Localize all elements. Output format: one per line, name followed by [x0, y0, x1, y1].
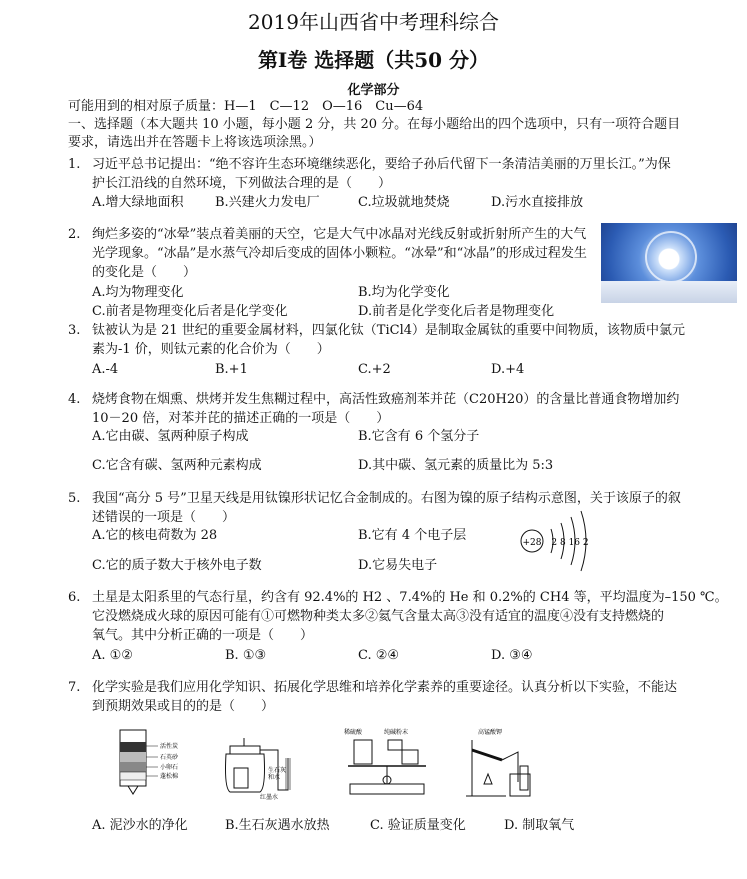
- option-c[interactable]: C.它的质子数大于核外电子数: [92, 558, 262, 573]
- option-b[interactable]: B.+1: [215, 362, 248, 377]
- lime-water-figure: [216, 728, 306, 800]
- question-text: 光学现象。“冰晶”是水蒸气冷却后变成的固体小颗粒。“冰晕”和“冰晶”的形成过程发生: [92, 246, 587, 261]
- balance-figure: [340, 726, 440, 800]
- question-text: 的变化是（ ）: [92, 265, 197, 280]
- question-text: 护长江沿线的自然环境，下列做法合理的是（ ）: [92, 176, 392, 191]
- label-dilute-acid: 稀硫酸: [344, 729, 363, 736]
- instructions-line-2: 要求，请选出并在答题卡上将该选项涂黑。）: [68, 135, 322, 150]
- question-text: 素为-1 价，则钛元素的化合价为（ ）: [92, 342, 330, 357]
- option-b[interactable]: B. ①③: [225, 648, 267, 663]
- question-number: 3.: [68, 323, 81, 338]
- question-number: 7.: [68, 680, 81, 695]
- option-d[interactable]: D.+4: [491, 362, 525, 377]
- question-text: 烧烤食物在烟熏、烘烤并发生焦糊过程中，高活性致癌剂苯并芘（C20H20）的含量比普通食物增加约: [92, 392, 680, 407]
- option-d[interactable]: D.它易失电子: [358, 558, 438, 573]
- label-cotton: 蓬松棉: [160, 773, 179, 780]
- question-text: 土星是太阳系里的气态行星，约含有 92.4%的 H2 、7.4%的 He 和 0.2%的 CH4 等，平均温度为–150 ℃。: [92, 590, 728, 605]
- ice-halo-photo: [601, 223, 737, 303]
- question-text: 它没燃烧成火球的原因可能有①可燃物种类太多②氦气含量太高③没有适宜的温度④没有支持燃烧的: [92, 609, 665, 624]
- option-d[interactable]: D. ③④: [491, 648, 533, 663]
- atomic-masses: 可能用到的相对原子质量：H—1 C—12 O—16 Cu—64: [68, 99, 424, 114]
- question-text: 我国“高分 5 号”卫星天线是用钛镍形状记忆合金制成的。右图为镍的原子结构示意图，关于该原子的叙: [92, 491, 681, 506]
- option-a[interactable]: A.增大绿地面积: [92, 195, 184, 210]
- label-red-ink: 红墨水: [260, 794, 279, 800]
- label-pebbles: 小卵石: [160, 764, 179, 771]
- label-potassium-permanganate: 高锰酸钾: [478, 729, 503, 736]
- option-c[interactable]: C.垃圾就地焚烧: [358, 195, 450, 210]
- question-text: 10－20 倍，对苯并芘的描述正确的一项是（ ）: [92, 411, 390, 426]
- option-a[interactable]: A.-4: [92, 362, 119, 377]
- electron-shells: 2 8 16 2: [551, 538, 589, 548]
- option-a[interactable]: A.均为物理变化: [92, 285, 184, 300]
- option-a[interactable]: A.它由碳、氢两种原子构成: [92, 429, 249, 444]
- label-quicklime: 生石灰: [268, 767, 287, 774]
- question-text: 钛被认为是 21 世纪的重要金属材料，四氯化钛（TiCl4）是制取金属钛的重要中间物质，该物质中氯元: [92, 323, 686, 338]
- exam-title: 2019年山西省中考理科综合: [248, 10, 499, 34]
- question-text: 化学实验是我们应用化学知识、拓展化学思维和培养化学素养的重要途径。认真分析以下实验，不能达: [92, 680, 678, 695]
- option-c[interactable]: C.+2: [358, 362, 391, 377]
- label-activated-carbon: 活性炭: [160, 743, 179, 750]
- option-b[interactable]: B.兴建火力发电厂: [215, 195, 320, 210]
- instructions-line-1: 一、选择题（本大题共 10 小题，每小题 2 分，共 20 分。在每小题给出的四个选项中，只有一项符合题目: [68, 117, 681, 132]
- option-b[interactable]: B.它有 4 个电子层: [358, 528, 467, 543]
- question-number: 5.: [68, 491, 81, 506]
- section-title: 化学部分: [347, 83, 400, 98]
- option-c[interactable]: C.它含有碳、氢两种元素构成: [92, 458, 262, 473]
- question-text: 习近平总书记提出：“绝不容许生态环境继续恶化，要给子孙后代留下一条清洁美丽的万里长江。”为保: [92, 157, 671, 172]
- option-d[interactable]: D.其中碳、氢元素的质量比为 5:3: [358, 458, 554, 473]
- question-number: 4.: [68, 392, 81, 407]
- option-a[interactable]: A. ①②: [92, 648, 133, 663]
- oxygen-prep-figure: [462, 726, 562, 800]
- label-quartz-sand: 石英砂: [160, 754, 179, 761]
- nucleus-charge: +28: [522, 538, 542, 548]
- question-text: 述错误的一项是（ ）: [92, 510, 236, 525]
- option-d[interactable]: D. 制取氧气: [504, 818, 575, 833]
- filter-apparatus-figure: [112, 728, 192, 798]
- question-text: 绚烂多姿的“冰晕”装点着美丽的天空，它是大气中冰晶对光线反射或折射所产生的大气: [92, 227, 587, 242]
- option-c[interactable]: C. ②④: [358, 648, 400, 663]
- option-d[interactable]: D.前者是化学变化后者是物理变化: [358, 304, 555, 319]
- option-b[interactable]: B.生石灰遇水放热: [225, 818, 330, 833]
- question-number: 1.: [68, 157, 81, 172]
- option-b[interactable]: B.它含有 6 个氢分子: [358, 429, 480, 444]
- label-and-water: 和水: [268, 774, 281, 781]
- option-d[interactable]: D.污水直接排放: [491, 195, 584, 210]
- option-a[interactable]: A. 泥沙水的净化: [92, 818, 188, 833]
- volume-title: 第Ⅰ卷 选择题（共50 分）: [257, 48, 490, 72]
- option-a[interactable]: A.它的核电荷数为 28: [92, 528, 218, 543]
- question-number: 2.: [68, 227, 81, 242]
- nickel-atom-diagram: [518, 503, 598, 579]
- option-c[interactable]: C. 验证质量变化: [370, 818, 466, 833]
- question-text: 到预期效果或目的的是（ ）: [92, 699, 275, 714]
- question-number: 6.: [68, 590, 81, 605]
- question-text: 氧气。其中分析正确的一项是（ ）: [92, 628, 314, 643]
- option-b[interactable]: B.均为化学变化: [358, 285, 450, 300]
- option-c[interactable]: C.前者是物理变化后者是化学变化: [92, 304, 288, 319]
- label-soda-ash: 纯碱粉末: [384, 729, 409, 736]
